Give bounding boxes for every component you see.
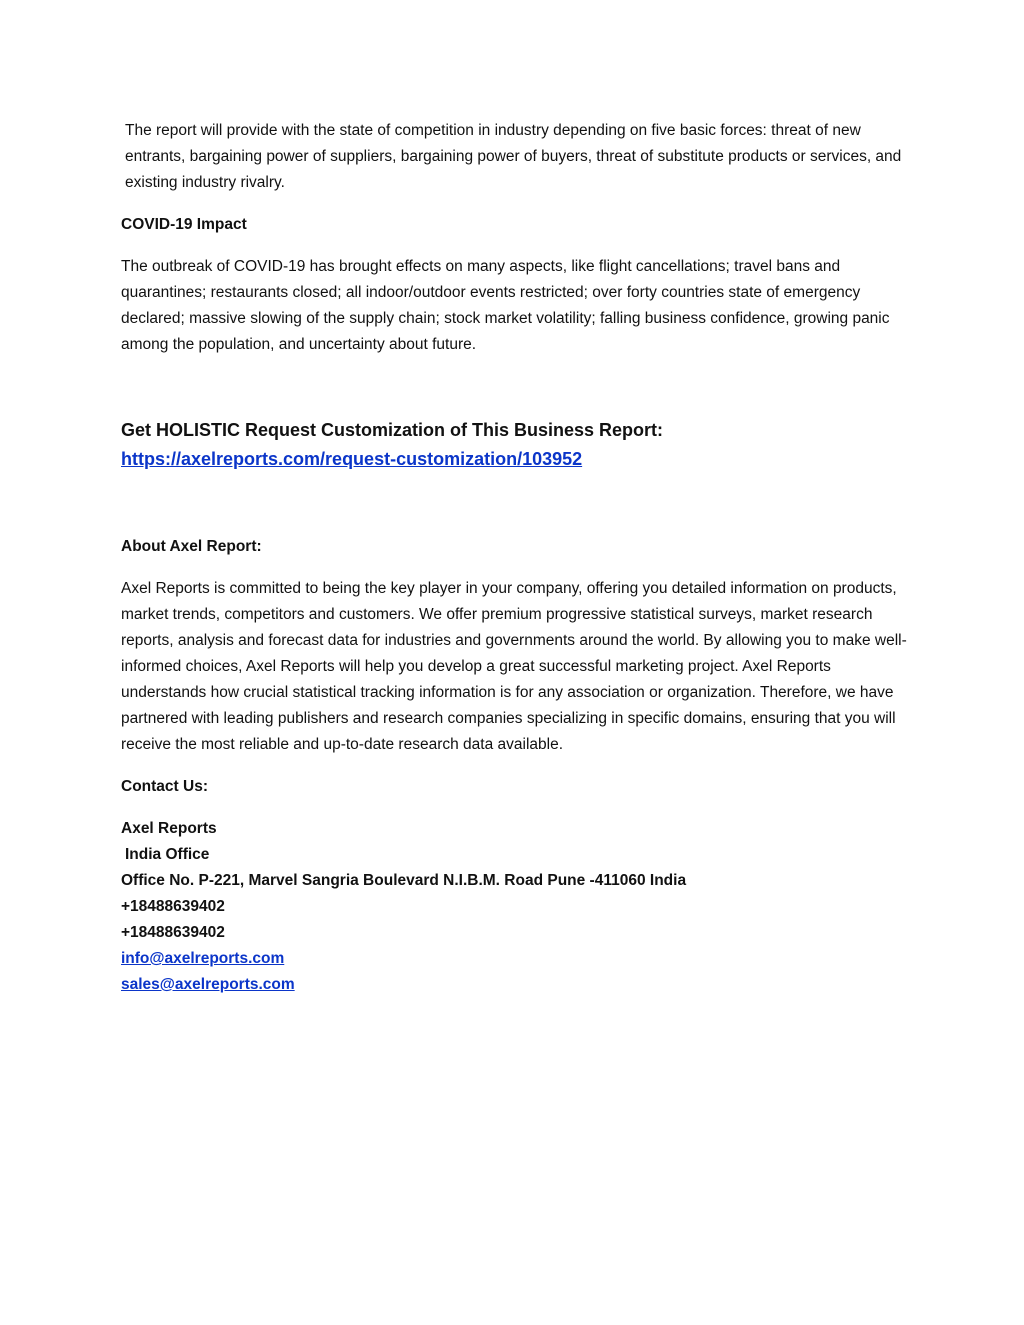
- contact-company: Axel Reports: [121, 820, 217, 837]
- about-heading: About Axel Report:: [121, 538, 262, 555]
- spacer: [121, 358, 907, 416]
- spacer: [121, 238, 907, 254]
- about-paragraph: Axel Reports is committed to being the key player in your company, offering you detailed information on products, market trends, competitors and customers. We offer premium progressive statistical surveys, market research reports, analysis and forecast data for industries and governments around the world. By allowing you to make well-informed choices, Axel Reports will help you develop a great successful marketing project. Axel Reports understands how crucial statistical tracking information is for any association or organization. Therefore, we have partnered with leading publishers and research companies specializing in specific domains, ensuring that you will receive the most reliable and up-to-date research data available.: [121, 580, 907, 753]
- spacer: [121, 560, 907, 576]
- contact-block: [121, 816, 907, 998]
- spacer: [121, 758, 907, 774]
- contact-email-info-link[interactable]: info@axelreports.com: [121, 950, 285, 967]
- spacer: [121, 800, 907, 816]
- spacer: [121, 474, 907, 534]
- contact-office-label: India Office: [125, 846, 210, 863]
- customization-heading: Get HOLISTIC Request Customization of This Business Report:: [121, 420, 664, 440]
- contact-email-sales-link[interactable]: sales@axelreports.com: [121, 976, 295, 993]
- contact-phone-2: +18488639402: [121, 924, 225, 941]
- customization-link[interactable]: https://axelreports.com/request-customization/103952: [121, 449, 583, 469]
- document-page: [121, 118, 907, 998]
- contact-address: Office No. P-221, Marvel Sangria Boulevard N.I.B.M. Road Pune -411060 India: [121, 872, 687, 889]
- contact-phone-1: +18488639402: [121, 898, 225, 915]
- contact-heading: Contact Us:: [121, 778, 208, 795]
- intro-paragraph: The report will provide with the state of competition in industry depending on five basic forces: threat of new entrants, bargaining power of suppliers, bargaining power of buyers, threat of substitute products or services, and existing industry rivalry.: [125, 122, 902, 191]
- covid-paragraph: The outbreak of COVID-19 has brought effects on many aspects, like flight cancellations; travel bans and quarantines; restaurants closed; all indoor/outdoor events restricted; over forty countries state of emergency declared; massive slowing of the supply chain; stock market volatility; falling business confidence, growing panic among the population, and uncertainty about future.: [121, 258, 890, 353]
- spacer: [121, 196, 907, 212]
- covid-heading: COVID-19 Impact: [121, 216, 247, 233]
